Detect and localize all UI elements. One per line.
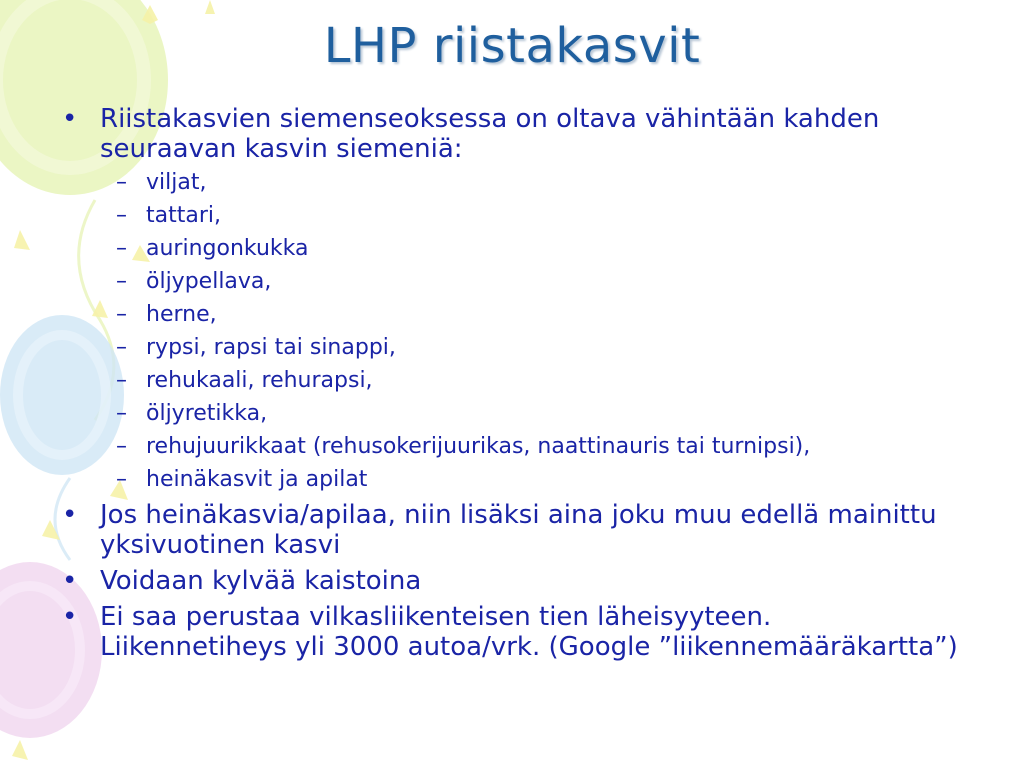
sub-bullet-item bbox=[62, 203, 962, 229]
dash-marker: – bbox=[116, 401, 127, 426]
slide-title: LHP riistakasvit bbox=[323, 18, 701, 74]
dash-marker: – bbox=[116, 269, 127, 294]
sub-bullet-item bbox=[62, 467, 962, 493]
dash-marker: – bbox=[116, 170, 127, 195]
sub-bullet-text: tattari, bbox=[146, 203, 221, 228]
bullet-text: Ei saa perustaa vilkasliikenteisen tien läheisyyteen. Liikennetiheys yli 3000 autoa/vrk. (Google ”liikennemääräkartta”) bbox=[100, 602, 958, 662]
sub-bullet-item bbox=[62, 401, 962, 427]
bullet-marker: • bbox=[62, 104, 78, 134]
dash-marker: – bbox=[116, 434, 127, 459]
dash-marker: – bbox=[116, 236, 127, 261]
sub-bullet-item bbox=[62, 170, 962, 196]
bullet-text: Jos heinäkasvia/apilaa, niin lisäksi aina joku muu edellä mainittu yksivuotinen kasvi bbox=[100, 500, 937, 560]
bullet-text: Riistakasvien siemenseoksessa on oltava vähintään kahden seuraavan kasvin siemeniä: bbox=[100, 104, 880, 164]
bullet-text: Voidaan kylvää kaistoina bbox=[100, 566, 422, 596]
dash-marker: – bbox=[116, 302, 127, 327]
sub-bullet-text: viljat, bbox=[146, 170, 207, 195]
sub-bullet-item bbox=[62, 302, 962, 328]
sub-bullet-text: herne, bbox=[146, 302, 217, 327]
bullet-item bbox=[62, 566, 962, 596]
sub-bullet-text: rypsi, rapsi tai sinappi, bbox=[146, 335, 396, 360]
sub-bullet-text: rehujuurikkaat (rehusokerijuurikas, naattinauris tai turnipsi), bbox=[146, 434, 811, 459]
sub-bullet-text: heinäkasvit ja apilat bbox=[146, 467, 368, 492]
bullet-item bbox=[62, 602, 962, 662]
slide-body bbox=[62, 104, 962, 668]
bullet-item bbox=[62, 500, 962, 560]
dash-marker: – bbox=[116, 203, 127, 228]
dash-marker: – bbox=[116, 467, 127, 492]
sub-bullet-text: rehukaali, rehurapsi, bbox=[146, 368, 373, 393]
dash-marker: – bbox=[116, 368, 127, 393]
sub-bullet-item bbox=[62, 368, 962, 394]
dash-marker: – bbox=[116, 335, 127, 360]
bullet-marker: • bbox=[62, 566, 78, 596]
bullet-marker: • bbox=[62, 500, 78, 530]
sub-bullet-list bbox=[62, 170, 962, 493]
sub-bullet-item bbox=[62, 434, 962, 460]
sub-bullet-item bbox=[62, 269, 962, 295]
sub-bullet-item bbox=[62, 236, 962, 262]
sub-bullet-item bbox=[62, 335, 962, 361]
bullet-item bbox=[62, 104, 962, 164]
bullet-marker: • bbox=[62, 602, 78, 632]
sub-bullet-text: auringonkukka bbox=[146, 236, 309, 261]
sub-bullet-text: öljyretikka, bbox=[146, 401, 268, 426]
sub-bullet-text: öljypellava, bbox=[146, 269, 272, 294]
